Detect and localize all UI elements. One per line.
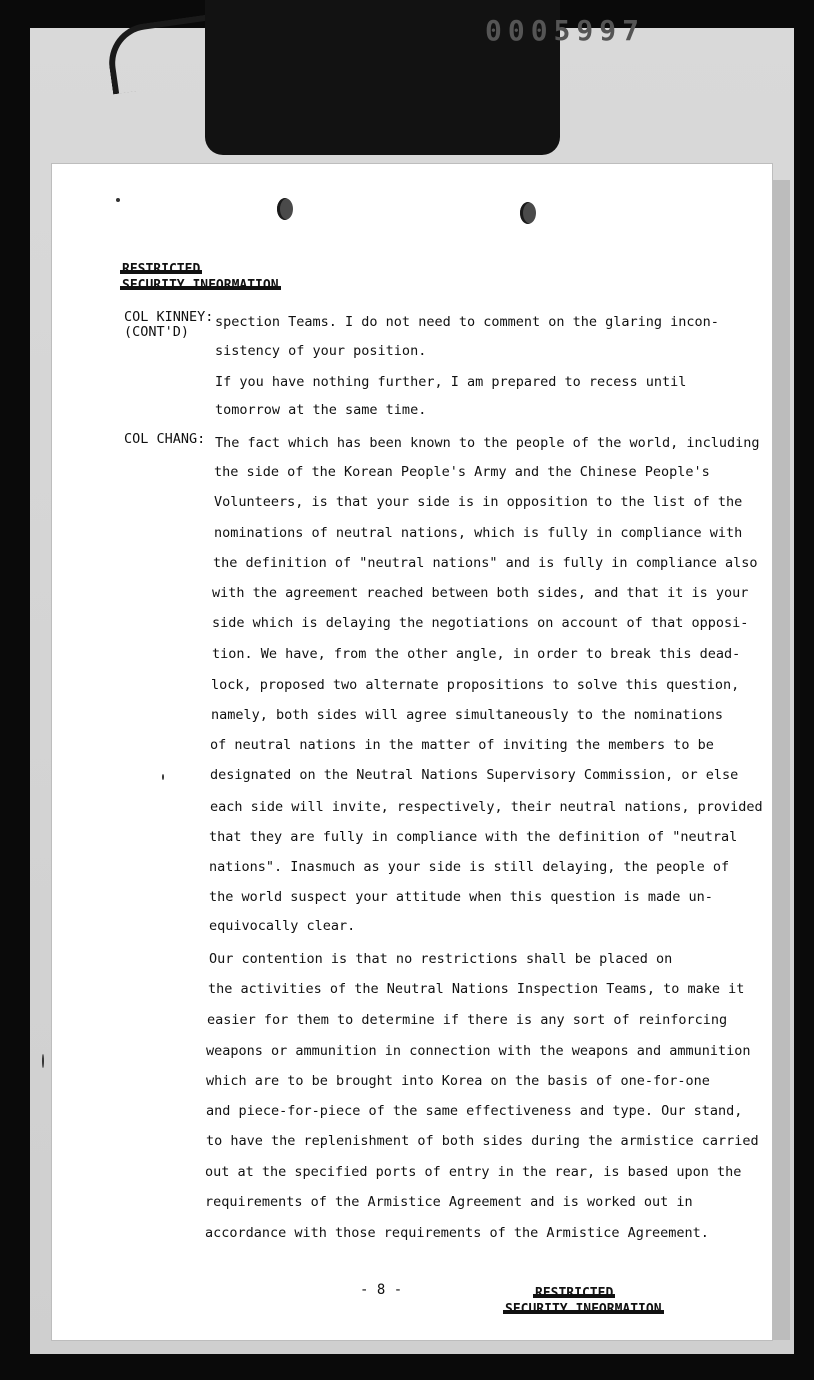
text-line: requirements of the Armistice Agreement and is worked out in [205,1194,693,1210]
speck [116,198,120,202]
text-line: spection Teams. I do not need to comment on the glaring incon- [215,314,719,330]
text-line: tomorrow at the same time. [215,402,427,418]
text-line: the side of the Korean People's Army and the Chinese People's [214,464,710,480]
text-line: the definition of "neutral nations" and is fully in compliance also [213,555,758,571]
text-line: to have the replenishment of both sides during the armistice carried [206,1133,759,1149]
text-line: the world suspect your attitude when this question is made un- [209,889,713,905]
punch-hole-left [277,198,293,220]
text-line: of neutral nations in the matter of inviting the members to be [210,737,714,753]
punch-hole-right [520,202,536,224]
text-line: equivocally clear. [209,918,356,934]
speck [162,774,164,780]
text-line: side which is delaying the negotiations on account of that opposi- [212,615,749,631]
text-line: lock, proposed two alternate propositions to solve this question, [211,677,740,693]
page-number: - 8 - [360,1282,403,1298]
text-line: accordance with those requirements of the Armistice Agreement. [205,1225,709,1241]
header-classification: RESTRICTED [122,262,201,277]
frame-stamp: 0005997 [484,16,645,46]
text-line: out at the specified ports of entry in the rear, is based upon the [205,1164,742,1180]
text-line: with the agreement reached between both sides, and that it is your [212,585,749,601]
header-security: SECURITY INFORMATION [122,278,279,293]
text-line: namely, both sides will agree simultaneously to the nominations [211,707,724,723]
text-line: If you have nothing further, I am prepared to recess until [215,374,687,390]
text-line: easier for them to determine if there is any sort of reinforcing [207,1012,728,1028]
paper-edge [772,180,790,1340]
speaker-col-chang: COL CHANG: [124,431,206,447]
text-line: each side will invite, respectively, their neutral nations, provided [210,799,763,815]
text-line: designated on the Neutral Nations Supervisory Commission, or else [210,767,739,783]
footer-security: SECURITY INFORMATION [505,1302,662,1317]
text-line: the activities of the Neutral Nations Inspection Teams, to make it [208,981,745,997]
text-line: tion. We have, from the other angle, in order to break this dead- [212,646,741,662]
binder-clip [205,0,645,155]
text-line: which are to be brought into Korea on the basis of one-for-one [206,1073,710,1089]
text-line: and piece-for-piece of the same effectiveness and type. Our stand, [206,1103,743,1119]
text-line: The fact which has been known to the people of the world, including [215,435,760,451]
footer-classification: RESTRICTED [535,1286,614,1301]
text-line: Our contention is that no restrictions shall be placed on [209,951,673,967]
speaker-col-kinney: COL KINNEY: (CONT'D) [124,309,214,340]
text-line: nominations of neutral nations, which is fully in compliance with [214,525,743,541]
text-line: sistency of your position. [215,343,427,359]
text-line: Volunteers, is that your side is in opposition to the list of the [214,494,743,510]
text-line: that they are fully in compliance with the definition of "neutral [209,829,738,845]
speck [42,1054,44,1068]
text-line: nations". Inasmuch as your side is still delaying, the people of [209,859,730,875]
text-line: weapons or ammunition in connection with the weapons and ammunition [206,1043,751,1059]
